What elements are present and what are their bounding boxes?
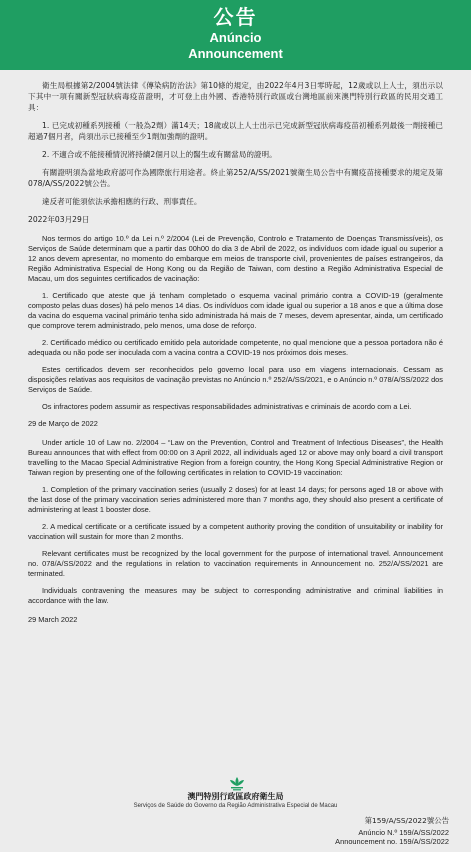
en-item-1: 1. Completion of the primary vaccination series (usually 2 doses) for at least 14 days; for persons aged 18 or above with the last dose of the primary vaccination series administered more than 7 months ago, they should also present a certificate of administering at least 1 booster dose.	[28, 485, 443, 514]
title-portuguese: Anúncio	[209, 30, 262, 45]
announcement-header	[0, 0, 471, 70]
zh-intro: 衛生局根據第2/2004號法律《傳染病防治法》第10條的規定，由2022年4月3日零時起，12歲或以上人士，須出示以下其中一項有關新型冠狀病毒疫苗證明，才可登上由外國、香港特別行政區或台灣地區前來澳門特別行政區的民用交通工具：	[28, 81, 443, 112]
org-name-chinese: 澳門特別行政區政府衛生局	[187, 792, 284, 801]
title-english: Announcement	[188, 46, 283, 61]
en-recognized: Relevant certificates must be recognized by the local government for the purpose of international travel. Announcement no. 078/A/SS/2022 and the regulations in relation to vaccination requirements in Announcement no. 252/A/SS/2021 are terminated.	[28, 549, 443, 578]
en-intro: Under article 10 of Law no. 2/2004 – “Law on the Prevention, Control and Treatment of Infectious Diseases”, the Health Bureau announces that with effect from 00:00 on 3 April 2022, all individuals aged 12 or above may only board a civil transport travelling to the Macao Special Administrative Region from a foreign country, the Hong Kong Special Administrative Region or Taiwan region by presenting one of the following certificates in relation to COVID-19 vaccination:	[28, 438, 443, 477]
announcement-footer	[0, 772, 471, 852]
pt-recognized: Estes certificados devem ser reconhecidos pelo governo local para uso em viagens internacionais. Cessam as disposições relativas aos requisitos de vacinação previstas no Anúncio n.º 252/A/SS/2021, e o Anúncio n.º 078/A/SS/2022 dos Serviços de Saúde.	[28, 365, 443, 394]
pt-item-1: 1. Certificado que ateste que já tenham completado o esquema vacinal primário contra a COVID-19 (geralmente composto pelas duas doses) há pelo menos 14 dias. Os indivíduos com idade igual ou superior a 18 anos e que a última dose da vacina do esquema vacinal primário tenha sido administrada há mais de 7 meses, devem apresentar, ainda, um certificado que comprove terem administrado, pelo menos, uma dose de reforço.	[28, 291, 443, 330]
zh-item-1: 1. 已完成初種系列接種（一般為2劑）滿14天；18歲或以上人士出示已完成新型冠狀病毒疫苗初種系列最後一劑接種已超過7個月者，尚須出示已接種至少1劑加強劑的證明。	[28, 121, 443, 141]
reference-number-english: Announcement no. 159/A/SS/2022	[335, 837, 449, 846]
en-date: 29 March 2022	[28, 615, 78, 624]
pt-intro: Nos termos do artigo 10.º da Lei n.º 2/2004 (Lei de Prevenção, Controlo e Tratamento de Doenças Transmissíveis), os Serviços de Saúde determinam que a partir das 00h00 do dia 3 de Abril de 2022, os indivíduos com idade igual ou superior a 12 anos devem apresentar, no momento do embarque em meios de transporte civil, provenientes de países estrangeiros, da Região Administrativa Especial de Hong Kong ou da Região de Taiwan, com destino a Região Administrativa Especial de Macau, um dos seguintes certificados de vacinação:	[28, 234, 443, 283]
announcement-body	[0, 70, 471, 772]
pt-item-2: 2. Certificado médico ou certificado emitido pela autoridade competente, no qual mencione que a pessoa portadora não é adequada ou não pode ser inoculada com a vacina contra a COVID-19 nos próximos dois meses.	[28, 338, 443, 357]
org-name-portuguese: Serviços de Saúde do Governo da Região Administrativa Especial de Macau	[133, 803, 338, 809]
title-chinese: 公告	[213, 5, 258, 29]
zh-date: 2022年03月29日	[28, 215, 90, 224]
zh-penalty: 違反者可能須依法承擔相應的行政、刑事責任。	[42, 197, 202, 206]
reference-number-chinese: 第159/A/SS/2022號公告	[364, 816, 449, 825]
zh-item-2: 2. 不適合或不能接種情況將持續2個月以上的醫生或有關當局的證明。	[42, 150, 277, 159]
reference-number-portuguese: Anúncio N.º 159/A/SS/2022	[358, 828, 449, 837]
lotus-emblem-icon	[228, 776, 246, 792]
zh-recognized: 有關證明須為當地政府認可作為國際旅行用途者。終止第252/A/SS/2021號衛生局公告中有關疫苗接種要求的規定及第078/A/SS/2022號公告。	[28, 168, 443, 188]
en-penalty: Individuals contravening the measures may be subject to corresponding administrative and criminal liabilities in accordance with the law.	[28, 586, 443, 605]
pt-date: 29 de Março de 2022	[28, 419, 98, 428]
en-item-2: 2. A medical certificate or a certificate issued by a competent authority proving the condition of unsuitability or inability for vaccination will sustain for more than 2 months.	[28, 522, 443, 541]
pt-penalty: Os infractores podem assumir as respectivas responsabilidades administrativas e criminais de acordo com a Lei.	[42, 402, 412, 411]
